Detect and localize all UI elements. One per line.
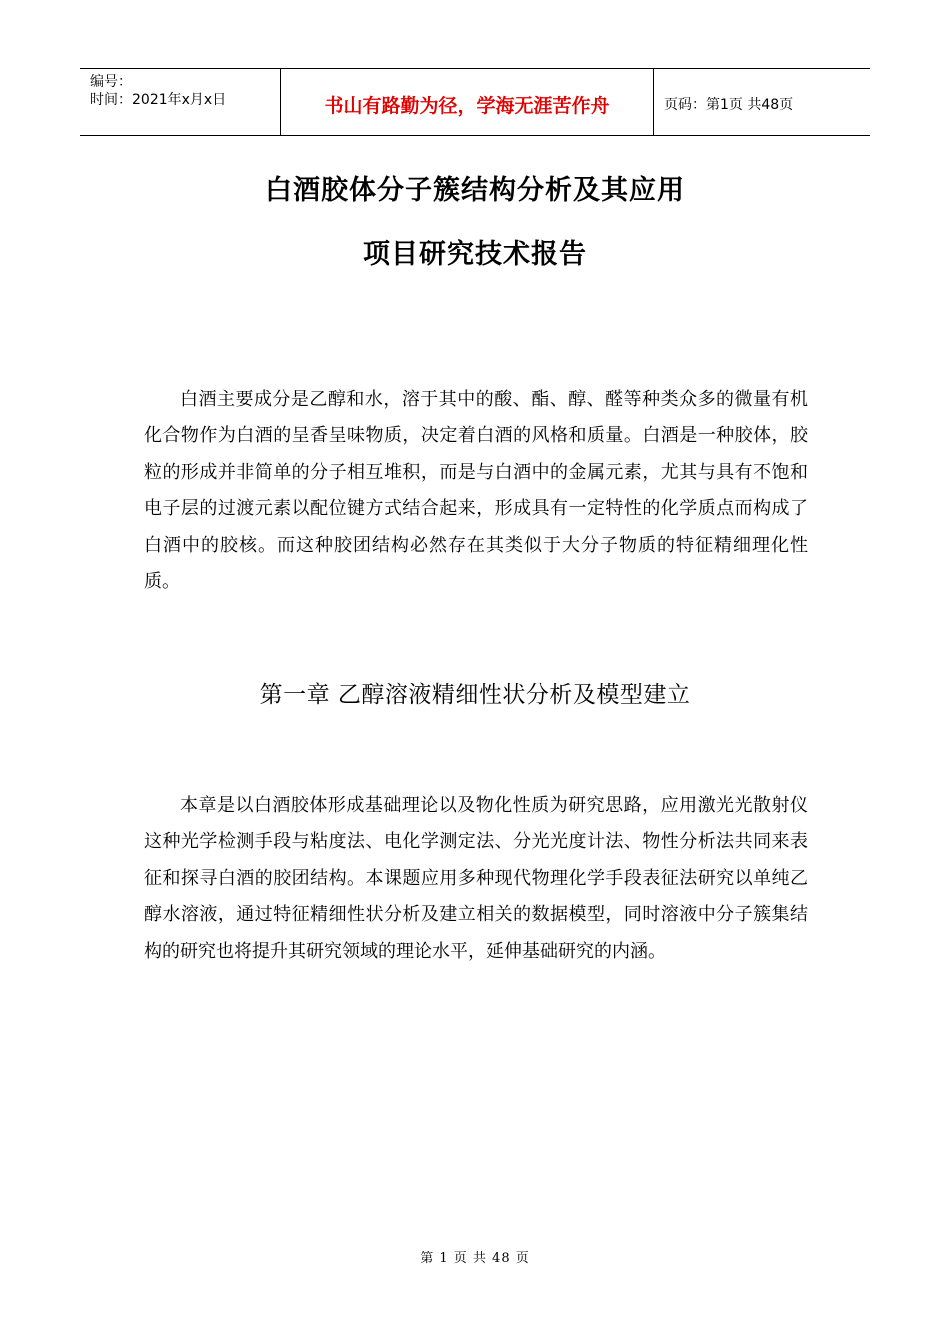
chapter-paragraph: 本章是以白酒胶体形成基础理论以及物化性质为研究思路，应用激光光散射仪这种光学检测手段与粘度法、电化学测定法、分光光度计法、物性分析法共同来表征和探寻白酒的胶团结构。本课题应用多种现代物理化学手段表征法研究以单纯乙醇水溶液，通过特征精细性状分析及建立相关的数据模型，同时溶液中分子簇集结构的研究也将提升其研究领域的理论水平，延伸基础研究的内涵。 — [144, 795, 808, 962]
header-meta-cell — [80, 69, 281, 135]
document-title-line-1: 白酒胶体分子簇结构分析及其应用 — [265, 175, 685, 206]
page-header — [80, 68, 870, 136]
intro-paragraph: 白酒主要成分是乙醇和水，溶于其中的酸、酯、醇、醛等种类众多的微量有机化合物作为白酒的呈香呈味物质，决定着白酒的风格和质量。白酒是一种胶体，胶粒的形成并非简单的分子相互堆积，而是与白酒中的金属元素，尤其与具有不饱和电子层的过渡元素以配位键方式结合起来，形成具有一定特性的化学质点而构成了白酒中的胶核。而这种胶团结构必然存在其类似于大分子物质的特征精细理化性质。 — [144, 389, 808, 593]
header-page-info: 页码：第1页 共48页 — [664, 97, 794, 113]
header-time-label: 时间：2021年x月x日 — [90, 92, 227, 108]
header-number-label: 编号： — [90, 74, 132, 90]
document-title-line-2: 项目研究技术报告 — [363, 239, 587, 270]
chapter-heading: 第一章 乙醇溶液精细性状分析及模型建立 — [259, 682, 691, 708]
page-footer: 第 1 页 共 48 页 — [420, 1251, 530, 1266]
header-motto: 书山有路勤为径，学海无涯苦作舟 — [281, 69, 654, 135]
